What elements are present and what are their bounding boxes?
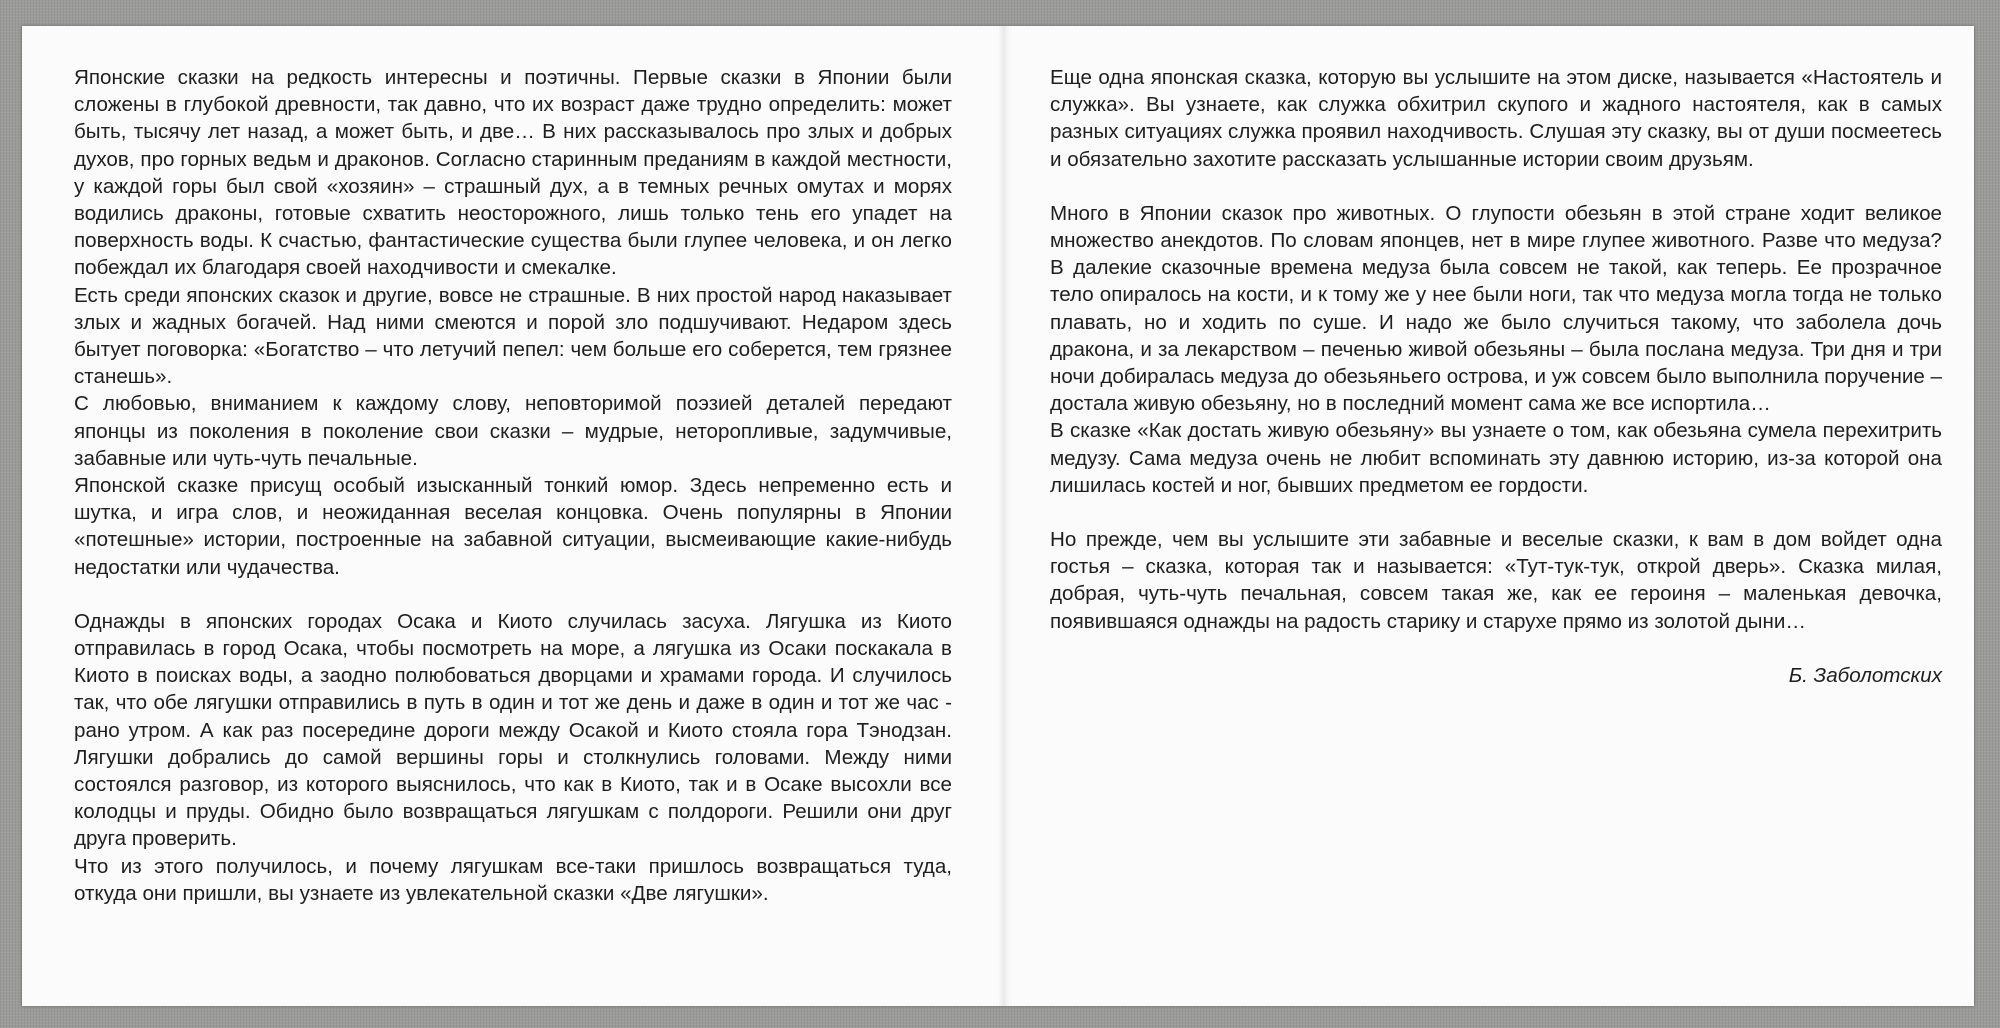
paragraph-animals: Много в Японии сказок про животных. О глупости обезьян в этой стране ходит великое множество анекдотов. По словам японцев, нет в мире глупее животного. Разве что медуза? В далекие сказочные времена медуза была совсем не такой, как теперь. Ее прозрачное тело опиралось на кости, и к тому же у нее были ноги, так что медуза могла тогда не только плавать, но и ходить по суше. И надо же было случиться такому, что заболела дочь дракона, и за лекарством – печенью живой обезьяны – была послана медуза. Три дня и три ночи добиралась медуза до обезьяньего острова, и уж совсем было выполнила поручение – достала живую обезьяну, но в последний момент сама же все испортила… [1050,201,1942,416]
paragraph-two-frogs-story: Однажды в японских городах Осака и Киото случилась засуха. Лягушка из Киото отправилась в город Осака, чтобы посмотреть на море, а лягушка из Осаки поскакала в Киото в поисках воды, а заодно полюбоваться дворцами и храмами города. И случилось так, что обе лягушки отправились в путь в один и тот же день и даже в один и тот же час - рано утром. А как раз посередине дороги между Осакой и Киото стояла гора Тэнодзан. Лягушки добрались до самой вершины горы и столкнулись головами. Между ними состоялся разговор, из которого выяснилось, что как в Киото, так и в Осаке высохли все колодцы и пруды. Обидно было возвращаться лягушкам с полдороги. Решили они друг друга проверить. [74,609,952,851]
right-page [1050,64,1942,689]
paragraph-two-frogs-ending: Что из этого получилось, и почему лягушкам все-таки пришлось возвращаться туда, откуда они пришли, вы узнаете из увлекательной сказки «Две лягушки». [74,854,952,905]
author-signature: Б. Заболотских [1788,663,1942,687]
booklet-spread [22,26,1974,1006]
paragraph-knock-knock: Но прежде, чем вы услышите эти забавные и веселые сказки, к вам в дом войдет одна гостья – сказка, которая так и называется: «Тут-тук-тук, открой дверь». Сказка милая, добрая, чуть-чуть печальная, совсем такая же, как ее героиня – маленькая девочка, появившаяся однажды на радость старику и старухе прямо из золотой дыни… [1050,528,1942,633]
center-fold [998,26,1012,1006]
left-page [74,64,952,907]
paragraph-with-love: С любовью, вниманием к каждому слову, неповторимой поэзией деталей передают японцы из поколения в поколение свои сказки – мудрые, неторопливые, задумчивые, забавные или чуть-чуть печальные. [74,392,952,470]
paragraph-not-scary: Есть среди японских сказок и другие, вовсе не страшные. В них простой народ наказывает злых и жадных богачей. Над ними смеются и порой зло подшучивают. Недаром здесь бытует поговорка: «Богатство – что летучий пепел: чем больше его соберется, тем грязнее станешь». [74,283,952,389]
paragraph-abbot-and-servant: Еще одна японская сказка, которую вы услышите на этом диске, называется «Настоятель и служка». Вы узнаете, как служка обхитрил скупого и жадного настоятеля, как в самых разных ситуациях служка проявил находчивость. Слушая эту сказку, вы от души посмеетесь и обязательно захотите рассказать услышанные истории своим друзьям. [1050,66,1942,171]
paragraph-intro: Японские сказки на редкость интересны и поэтичны. Первые сказки в Японии были сложены в глубокой древности, так давно, что их возраст даже трудно определить: может быть, тысячу лет назад, а может быть, и две… В них рассказывалось про злых и добрых духов, про горных ведьм и драконов. Согласно старинным преданиям в каждой местности, у каждой горы был свой «хозяин» – страшный дух, а в темных речных омутах и морях водились драконы, готовые схватить неосторожного, лишь только тень его упадет на поверхность воды. К счастью, фантастические существа были глупее человека, и он легко побеждал их благодаря своей находчивости и смекалке. [74,66,952,280]
paragraph-monkey-story: В сказке «Как достать живую обезьяну» вы узнаете о том, как обезьяна сумела перехитрить медузу. Сама медуза очень не любит вспоминать эту давнюю историю, из-за которой она лишилась костей и ног, бывших предметом ее гордости. [1050,419,1942,497]
paragraph-humor: Японской сказке присущ особый изысканный тонкий юмор. Здесь непременно есть и шутка, и игра слов, и неожиданная веселая концовка. Очень популярны в Японии «потешные» истории, построенные на забавной ситуации, высмеивающие какие-нибудь недостатки или чудачества. [74,474,952,579]
